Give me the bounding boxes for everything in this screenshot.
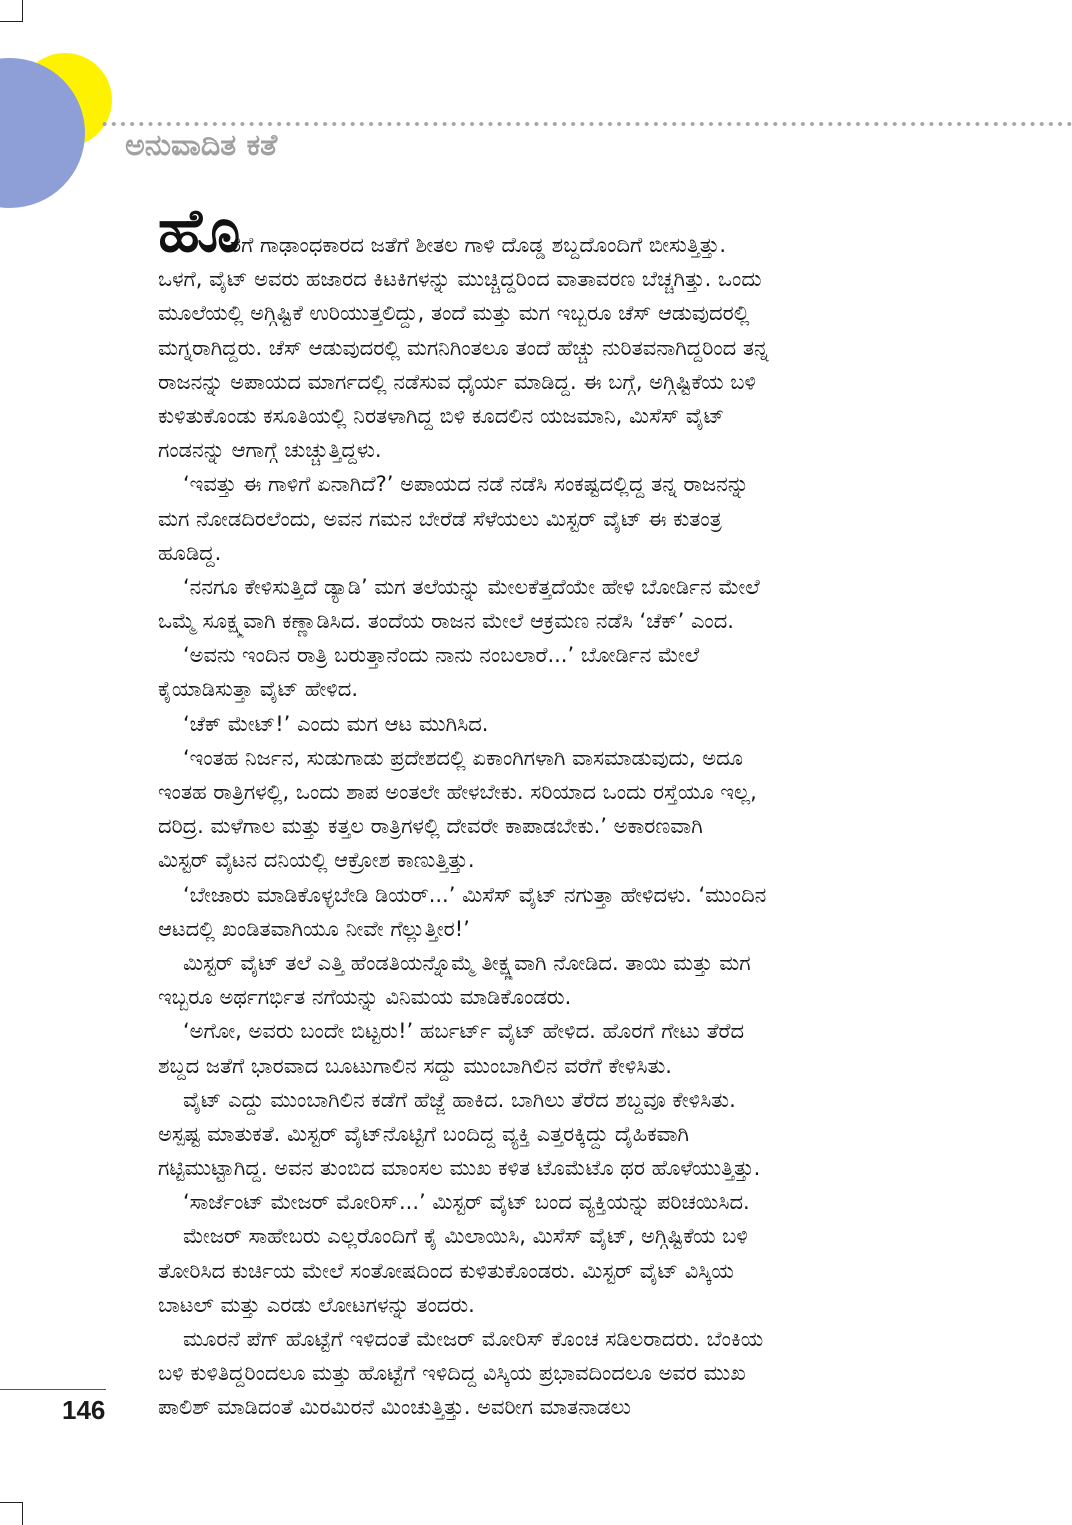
text-line: ‘ಅವನು ಇಂದಿನ ರಾತ್ರಿ ಬರುತ್ತಾನೆಂದು ನಾನು ನಂಬಲಾರೆ...’ ಬೋರ್ಡಿನ ಮೇಲೆ [183, 643, 700, 668]
paragraph [158, 1219, 918, 1322]
text-line: ಕೈಯಾಡಿಸುತ್ತಾ ವೈಟ್ ಹೇಳಿದ. [158, 677, 358, 702]
text-line: ‘ಬೇಜಾರು ಮಾಡಿಕೊಳ್ಳಬೇಡಿ ಡಿಯರ್...’ ಮಿಸೆಸ್ ವೈಟ್ ನಗುತ್ತಾ ಹೇಳಿದಳು. ‘ಮುಂದಿನ [183, 882, 767, 907]
text-line: ರಾಜನನ್ನು ಅಪಾಯದ ಮಾರ್ಗದಲ್ಲಿ ನಡೆಸುವ ಧೈರ್ಯ ಮಾಡಿದ್ದ. ಈ ಬಗ್ಗೆ, ಅಗ್ಗಿಷ್ಟಿಕೆಯ ಬಳಿ [158, 369, 756, 394]
text-line: ರಗೆ ಗಾಢಾಂಧಕಾರದ ಜತೆಗೆ ಶೀತಲ ಗಾಳಿ ದೊಡ್ಡ ಶಬ್ದದೊಂದಿಗೆ ಬೀಸುತ್ತಿತ್ತು. [230, 233, 727, 257]
paragraph [158, 1014, 918, 1082]
paragraph [158, 878, 918, 946]
text-line: ಮೂರನೆ ಪೆಗ್ ಹೊಟ್ಟೆಗೆ ಇಳಿದಂತೆ ಮೇಜರ್ ಮೋರಿಸ್ ಕೊಂಚ ಸಡಿಲರಾದರು. ಬೆಂಕಿಯ [183, 1327, 764, 1351]
text-line: ದರಿದ್ರ. ಮಳೆಗಾಲ ಮತ್ತು ಕತ್ತಲ ರಾತ್ರಿಗಳಲ್ಲಿ ದೇವರೇ ಕಾಪಾಡಬೇಕು.’ ಅಕಾರಣವಾಗಿ [158, 814, 703, 839]
text-line: ಮೂಲೆಯಲ್ಲಿ ಅಗ್ಗಿಷ್ಟಿಕೆ ಉರಿಯುತ್ತಲಿದ್ದು, ತಂದೆ ಮತ್ತು ಮಗ ಇಬ್ಬರೂ ಚೆಸ್ ಆಡುವುದರಲ್ಲಿ [158, 301, 750, 326]
crop-mark [0, 21, 23, 22]
paragraph [158, 1322, 918, 1425]
text-line: ಆಟದಲ್ಲಿ ಖಂಡಿತವಾಗಿಯೂ ನೀವೇ ಗೆಲ್ಲುತ್ತೀರ!’ [158, 916, 470, 941]
text-line: ತೋರಿಸಿದ ಕುರ್ಚಿಯ ಮೇಲೆ ಸಂತೋಷದಿಂದ ಕುಳಿತುಕೊಂಡರು. ಮಿಸ್ಟರ್ ವೈಟ್ ವಿಸ್ಕಿಯ [158, 1258, 734, 1283]
story-body [158, 196, 918, 1425]
text-line: ಅಸ್ಪಷ್ಟ ಮಾತುಕತೆ. ಮಿಸ್ಟರ್ ವೈಟ್‌ನೊಟ್ಟಿಗೆ ಬಂದಿದ್ದ ವ್ಯಕ್ತಿ ಎತ್ತರಕ್ಕಿದ್ದು ದೈಹಿಕವಾಗಿ [158, 1121, 690, 1146]
text-line: ಮಿಸ್ಟರ್ ವೈಟ್ ತಲೆ ಎತ್ತಿ ಹೆಂಡತಿಯನ್ನೊಮ್ಮೆ ತೀಕ್ಷ್ಣವಾಗಿ ನೋಡಿದ. ತಾಯಿ ಮತ್ತು ಮಗ [183, 950, 751, 975]
paragraph [158, 467, 918, 570]
text-line: ವೈಟ್ ಎದ್ದು ಮುಂಬಾಗಿಲಿನ ಕಡೆಗೆ ಹೆಜ್ಜೆ ಹಾಕಿದ. ಬಾಗಿಲು ತೆರೆದ ಶಬ್ದವೂ ಕೇಳಿಸಿತು. [183, 1087, 736, 1112]
crop-mark [22, 0, 23, 22]
text-line: ಒಮ್ಮೆ ಸೂಕ್ಷ್ಮವಾಗಿ ಕಣ್ಣಾಡಿಸಿದ. ತಂದೆಯ ರಾಜನ ಮೇಲೆ ಆಕ್ರಮಣ ನಡೆಸಿ ‘ಚೆಕ್’ ಎಂದ. [158, 609, 734, 634]
text-line: ‘ಸಾರ್ಜೆಂಟ್ ಮೇಜರ್ ಮೋರಿಸ್...’ ಮಿಸ್ಟರ್ ವೈಟ್ ಬಂದ ವ್ಯಕ್ತಿಯನ್ನು ಪರಿಚಯಿಸಿದ. [183, 1190, 750, 1215]
paragraph [158, 1083, 918, 1186]
text-line: ಗಟ್ಟಿಮುಟ್ಟಾಗಿದ್ದ. ಅವನ ತುಂಬಿದ ಮಾಂಸಲ ಮುಖ ಕಳಿತ ಟೊಮೆಟೊ ಥರ ಹೊಳೆಯುತ್ತಿತ್ತು. [158, 1156, 761, 1181]
text-line: ಮಗ ನೋಡದಿರಲೆಂದು, ಅವನ ಗಮನ ಬೇರೆಡೆ ಸೆಳೆಯಲು ಮಿಸ್ಟರ್ ವೈಟ್ ಈ ಕುತಂತ್ರ [158, 506, 722, 531]
text-line: ಬಳಿ ಕುಳಿತಿದ್ದರಿಂದಲೂ ಮತ್ತು ಹೊಟ್ಟೆಗೆ ಇಳಿದಿದ್ದ ವಿಸ್ಕಿಯ ಪ್ರಭಾವದಿಂದಲೂ ಅವರ ಮುಖ [158, 1361, 746, 1386]
page-number: 146 [62, 1395, 106, 1425]
text-line: ಮೇಜರ್ ಸಾಹೇಬರು ಎಲ್ಲರೊಂದಿಗೆ ಕೈ ಮಿಲಾಯಿಸಿ, ಮಿಸೆಸ್ ವೈಟ್, ಅಗ್ಗಿಷ್ಟಿಕೆಯ ಬಳಿ [183, 1224, 748, 1249]
page-number-rule [0, 1389, 106, 1390]
text-line: ಪಾಲಿಶ್ ಮಾಡಿದಂತೆ ಮಿರಮಿರನೆ ಮಿಂಚುತ್ತಿತ್ತು. ಅವರೀಗ ಮಾತನಾಡಲು [158, 1395, 631, 1420]
paragraph [158, 638, 918, 706]
text-line: ‘ನನಗೂ ಕೇಳಿಸುತ್ತಿದೆ ಡ್ಯಾಡಿ’ ಮಗ ತಲೆಯನ್ನು ಮೇಲಕೆತ್ತದೆಯೇ ಹೇಳಿ ಬೋರ್ಡಿನ ಮೇಲೆ [183, 574, 760, 599]
text-line: ಮಿಸ್ಟರ್ ವೈಟನ ದನಿಯಲ್ಲಿ ಆಕ್ರೋಶ ಕಾಣುತ್ತಿತ್ತು. [158, 848, 475, 873]
text-line: ಬಾಟಲ್ ಮತ್ತು ಎರಡು ಲೋಟಗಳನ್ನು ತಂದರು. [158, 1292, 475, 1317]
drop-cap: ಹೊ [158, 196, 241, 266]
text-line: ಇಬ್ಬರೂ ಅರ್ಥಗರ್ಭಿತ ನಗೆಯನ್ನು ವಿನಿಮಯ ಮಾಡಿಕೊಂಡರು. [158, 985, 572, 1010]
text-line: ಶಬ್ದದ ಜತೆಗೆ ಭಾರವಾದ ಬೂಟುಗಾಲಿನ ಸದ್ದು ಮುಂಬಾಗಿಲಿನ ವರೆಗೆ ಕೇಳಿಸಿತು. [158, 1053, 672, 1078]
text-line: ‘ಚೆಕ್ ಮೇಟ್!’ ಎಂದು ಮಗ ಆಟ ಮುಗಿಸಿದ. [183, 711, 489, 736]
paragraph [158, 1185, 918, 1219]
text-line: ಗಂಡನನ್ನು ಆಗಾಗ್ಗೆ ಚುಚ್ಚುತ್ತಿದ್ದಳು. [158, 438, 382, 463]
text-line: ಇಂತಹ ರಾತ್ರಿಗಳಲ್ಲಿ, ಒಂದು ಶಾಪ ಅಂತಲೇ ಹೇಳಬೇಕು. ಸರಿಯಾದ ಒಂದು ರಸ್ತೆಯೂ ಇಲ್ಲ, [158, 780, 757, 804]
text-line: ಕುಳಿತುಕೊಂಡು ಕಸೂತಿಯಲ್ಲಿ ನಿರತಳಾಗಿದ್ದ ಬಿಳಿ ಕೂದಲಿನ ಯಜಮಾನಿ, ಮಿಸೆಸ್ ವೈಟ್ [158, 403, 725, 428]
text-line: ‘ಇಂತಹ ನಿರ್ಜನ, ಸುಡುಗಾಡು ಪ್ರದೇಶದಲ್ಲಿ ಏಕಾಂಗಿಗಳಾಗಿ ವಾಸಮಾಡುವುದು, ಅದೂ [183, 745, 744, 770]
text-line: ಹೂಡಿದ್ದ. [158, 540, 222, 565]
crop-mark [0, 1502, 23, 1503]
paragraph [158, 707, 918, 741]
crop-mark [22, 1502, 23, 1525]
text-line: ‘ಇವತ್ತು ಈ ಗಾಳಿಗೆ ಏನಾಗಿದೆ?’ ಅಪಾಯದ ನಡೆ ನಡೆಸಿ ಸಂಕಷ್ಟದಲ್ಲಿದ್ದ ತನ್ನ ರಾಜನನ್ನು [183, 472, 749, 497]
paragraph [158, 570, 918, 638]
text-line: ಮಗ್ನರಾಗಿದ್ದರು. ಚೆಸ್ ಆಡುವುದರಲ್ಲಿ ಮಗನಿಗಿಂತಲೂ ತಂದೆ ಹೆಚ್ಚು ನುರಿತವನಾಗಿದ್ದರಿಂದ ತನ್ನ [158, 335, 769, 360]
section-title: ಅನುವಾದಿತ ಕತೆ [125, 128, 278, 163]
text-line: ‘ಅಗೋ, ಅವರು ಬಂದೇ ಬಿಟ್ಟರು!’ ಹರ್ಬರ್ಟ್ ವೈಟ್ ಹೇಳಿದ. ಹೊರಗೆ ಗೇಟು ತೆರೆದ [183, 1019, 745, 1044]
paragraph [158, 946, 918, 1014]
text-line: ಒಳಗೆ, ವೈಟ್ ಅವರು ಹಜಾರದ ಕಿಟಕಿಗಳನ್ನು ಮುಚ್ಚಿದ್ದರಿಂದ ವಾತಾವರಣ ಬೆಚ್ಚಗಿತ್ತು. ಒಂದು [158, 267, 762, 292]
paragraph [158, 228, 918, 467]
paragraph [158, 741, 918, 878]
